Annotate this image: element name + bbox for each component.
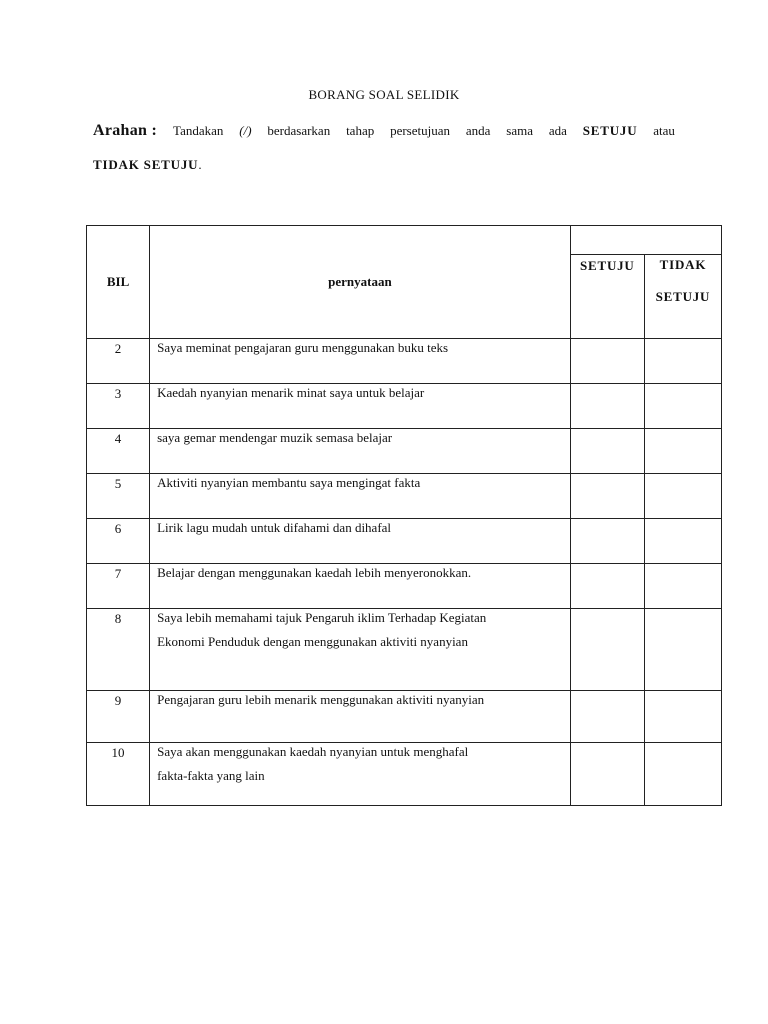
row-number: 5	[87, 474, 150, 519]
instruction-word: persetujuan	[390, 123, 450, 138]
instruction-word: Tandakan	[173, 123, 224, 138]
instruction-word: tahap	[346, 123, 375, 138]
instruction-line-1	[93, 122, 675, 140]
tidak-setuju-checkbox-cell[interactable]	[644, 564, 721, 609]
table-row	[87, 743, 722, 806]
statement-text: Saya meminat pengajaran guru menggunakan buku teks	[157, 340, 449, 355]
survey-table	[86, 225, 722, 806]
column-header-tidak-label: TIDAK	[659, 257, 707, 272]
statement-text: Saya akan menggunakan kaedah nyanyian untuk menghafal	[157, 744, 469, 759]
statement-text: Pengajaran guru lebih menarik menggunakan aktiviti nyanyian	[157, 692, 485, 707]
row-number: 6	[87, 519, 150, 564]
row-statement	[150, 609, 571, 691]
header-row	[87, 226, 722, 255]
row-number: 8	[87, 609, 150, 691]
tidak-setuju-checkbox-cell[interactable]	[644, 474, 721, 519]
instruction-line-2	[93, 157, 675, 173]
instruction-word: berdasarkan	[267, 123, 331, 138]
setuju-checkbox-cell[interactable]	[570, 474, 644, 519]
column-header-setuju-label: SETUJU	[579, 258, 635, 273]
tidak-setuju-checkbox-cell[interactable]	[644, 609, 721, 691]
row-number: 3	[87, 384, 150, 429]
agree-term: SETUJU	[582, 123, 638, 138]
statement-text-continued: fakta-fakta yang lain	[157, 768, 265, 783]
statement-text: Belajar dengan menggunakan kaedah lebih menyeronokkan.	[157, 565, 472, 580]
column-header-tidak-setuju	[644, 255, 721, 339]
setuju-checkbox-cell[interactable]	[570, 609, 644, 691]
instruction-word: sama	[506, 123, 533, 138]
setuju-checkbox-cell[interactable]	[570, 564, 644, 609]
statement-text: Aktiviti nyanyian membantu saya mengingat fakta	[157, 475, 421, 490]
column-header-bil: BIL	[87, 226, 150, 339]
row-number: 9	[87, 691, 150, 743]
statement-text: saya gemar mendengar muzik semasa belajar	[157, 430, 393, 445]
instruction-end-punct: .	[198, 157, 202, 172]
instruction-label: Arahan :	[93, 122, 158, 139]
setuju-checkbox-cell[interactable]	[570, 743, 644, 806]
instruction-word: ada	[548, 123, 567, 138]
form-title: BORANG SOAL SELIDIK	[308, 87, 460, 102]
row-number: 2	[87, 339, 150, 384]
row-number: 4	[87, 429, 150, 474]
tidak-setuju-checkbox-cell[interactable]	[644, 743, 721, 806]
statement-text-continued: Ekonomi Penduduk dengan menggunakan aktiviti nyanyian	[157, 634, 468, 649]
column-header-setuju-label-2: SETUJU	[655, 289, 711, 304]
row-number: 10	[87, 743, 150, 806]
instruction-connector: atau	[653, 123, 675, 138]
statement-text: Saya lebih memahami tajuk Pengaruh iklim Terhadap Kegiatan	[157, 610, 487, 625]
column-header-setuju	[570, 255, 644, 339]
tidak-setuju-checkbox-cell[interactable]	[644, 339, 721, 384]
column-header-statement: pernyataan	[150, 226, 571, 339]
instruction-word: anda	[465, 123, 491, 138]
tidak-setuju-checkbox-cell[interactable]	[644, 384, 721, 429]
tidak-setuju-checkbox-cell[interactable]	[644, 519, 721, 564]
setuju-checkbox-cell[interactable]	[570, 519, 644, 564]
tidak-setuju-checkbox-cell[interactable]	[644, 691, 721, 743]
statement-text: Kaedah nyanyian menarik minat saya untuk belajar	[157, 385, 425, 400]
table-row	[87, 609, 722, 691]
statement-text: Lirik lagu mudah untuk difahami dan dihafal	[157, 520, 392, 535]
disagree-term: TIDAK SETUJU	[93, 157, 199, 172]
tidak-setuju-checkbox-cell[interactable]	[644, 429, 721, 474]
setuju-checkbox-cell[interactable]	[570, 384, 644, 429]
row-number: 7	[87, 564, 150, 609]
tick-symbol: (/)	[239, 123, 252, 138]
setuju-checkbox-cell[interactable]	[570, 429, 644, 474]
row-statement	[150, 743, 571, 806]
setuju-checkbox-cell[interactable]	[570, 691, 644, 743]
setuju-checkbox-cell[interactable]	[570, 339, 644, 384]
